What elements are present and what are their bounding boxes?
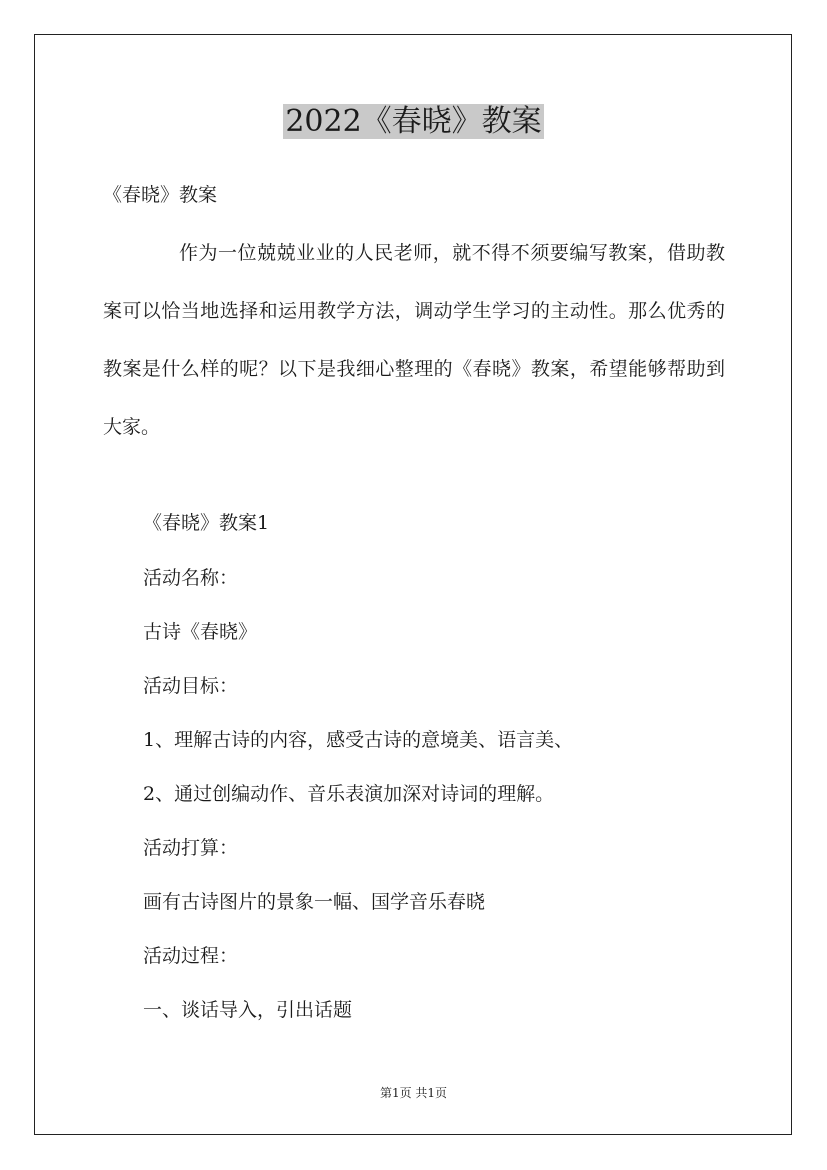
text-line: 2、通过创编动作、音乐表演加深对诗词的理解。 xyxy=(143,783,555,805)
text-line: 活动目标： xyxy=(143,675,239,697)
text-line: 活动打算： xyxy=(143,837,239,859)
document-subtitle: 《春晓》教案 xyxy=(103,184,218,206)
page-footer: 第1页 共1页 xyxy=(379,1086,448,1100)
section-title: 《春晓》教案1 xyxy=(143,512,270,534)
text-line: 活动名称： xyxy=(143,567,239,589)
text-line: 画有古诗图片的景象一幅、国学音乐春晓 xyxy=(143,891,486,913)
text-line: 1、理解古诗的内容，感受古诗的意境美、语言美、 xyxy=(143,729,574,751)
text-line: 活动过程： xyxy=(143,945,239,967)
text-line: 一、谈话导入，引出话题 xyxy=(143,999,353,1021)
text-line: 古诗《春晓》 xyxy=(143,621,258,643)
document-title: 2022《春晓》教案 xyxy=(285,104,542,139)
intro-paragraph: 作为一位兢兢业业的人民老师，就不得不须要编写教案，借助教案可以恰当地选择和运用教学方法，调动学生学习的主动性。那么优秀的教案是什么样的呢？以下是我细心整理的《春晓》教案，希望能够帮助到大家。 xyxy=(103,242,725,438)
